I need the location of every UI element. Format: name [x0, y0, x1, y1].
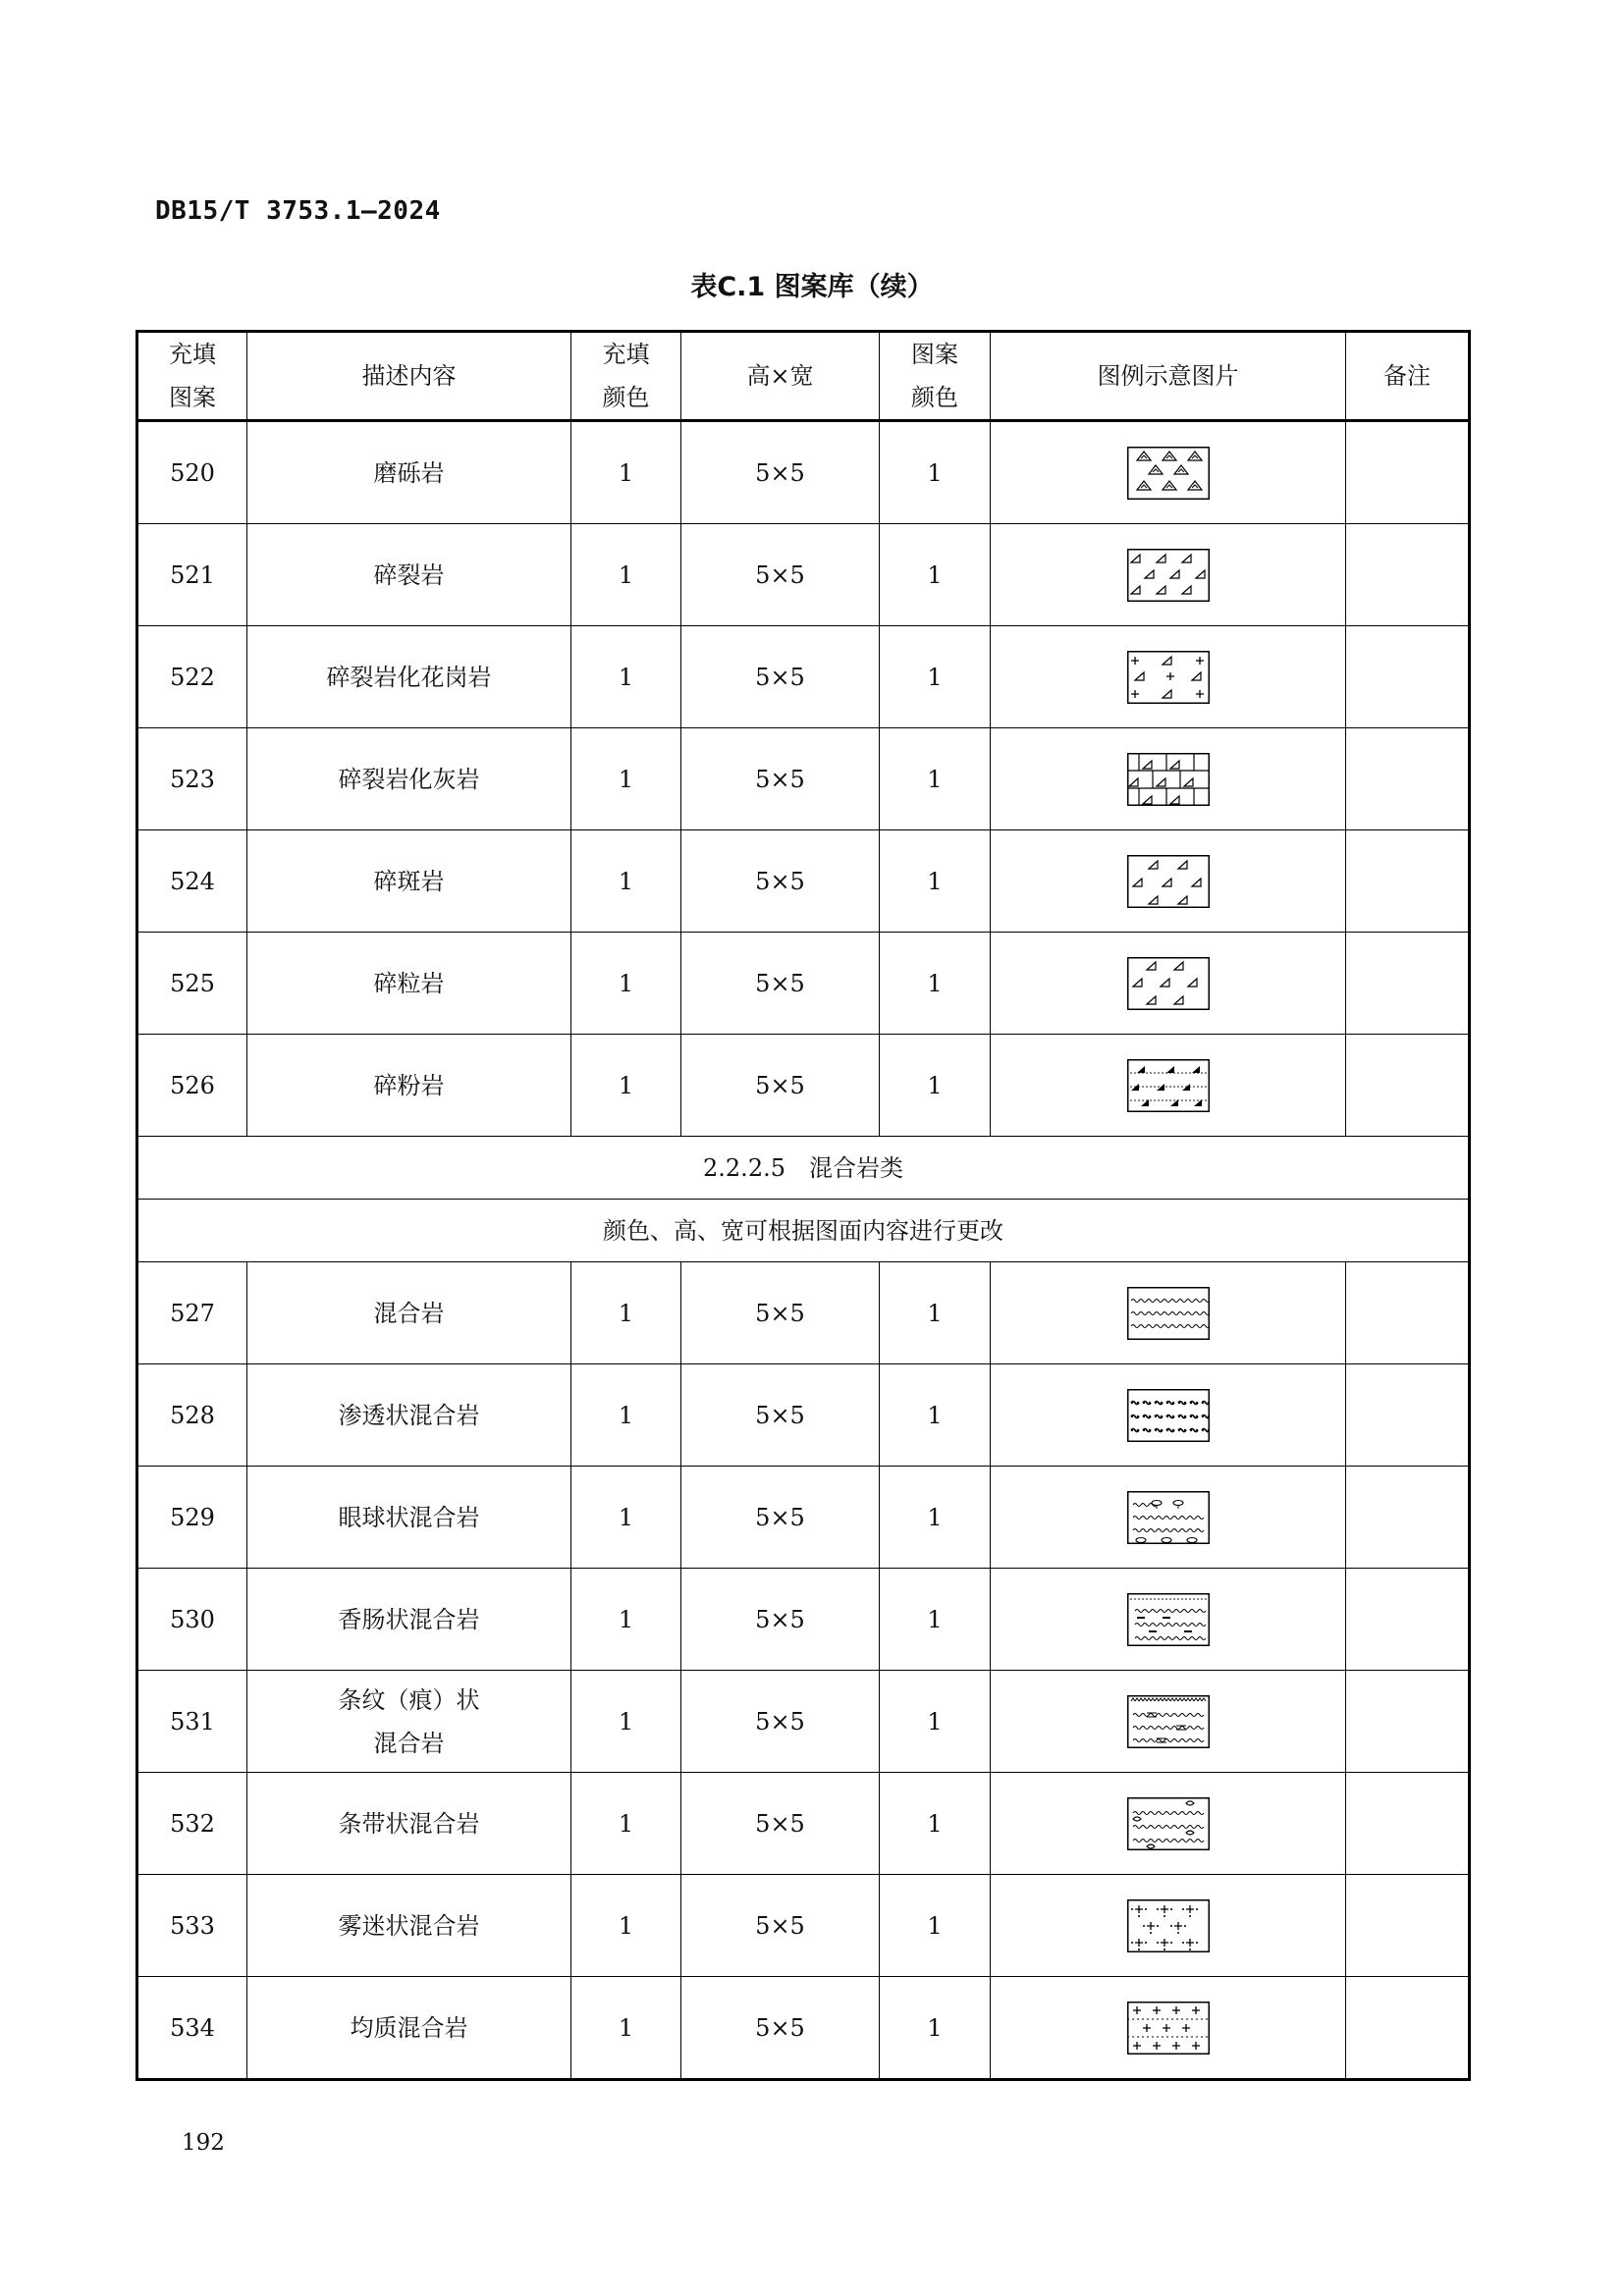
pattern-swatch-icon — [1127, 753, 1210, 806]
cell-legend-image — [991, 1875, 1346, 1977]
cell-legend-image — [991, 1035, 1346, 1137]
cell-fill-color: 1 — [571, 933, 681, 1035]
document-code: DB15/T 3753.1—2024 — [155, 196, 441, 226]
cell-pattern-id: 528 — [137, 1364, 247, 1467]
table-body-bottom — [137, 1262, 1470, 2080]
cell-description: 雾迷状混合岩 — [247, 1875, 571, 1977]
cell-legend-image — [991, 1467, 1346, 1569]
cell-remarks — [1346, 1364, 1470, 1467]
cell-legend-image — [991, 1569, 1346, 1671]
section-block — [137, 1137, 1470, 1262]
cell-description: 碎斑岩 — [247, 830, 571, 933]
table-header-row — [137, 332, 1470, 421]
cell-pattern-id: 524 — [137, 830, 247, 933]
cell-pattern-color: 1 — [880, 830, 991, 933]
pattern-swatch-icon — [1127, 1797, 1210, 1850]
table-row — [137, 1467, 1470, 1569]
cell-fill-color: 1 — [571, 421, 681, 524]
cell-fill-color: 1 — [571, 1977, 681, 2080]
pattern-swatch-icon — [1127, 549, 1210, 602]
section-note: 颜色、高、宽可根据图面内容进行更改 — [137, 1200, 1470, 1262]
cell-description: 条带状混合岩 — [247, 1773, 571, 1875]
pattern-swatch-icon — [1127, 1389, 1210, 1442]
cell-size: 5×5 — [681, 830, 880, 933]
cell-description: 眼球状混合岩 — [247, 1467, 571, 1569]
pattern-swatch-icon — [1127, 957, 1210, 1010]
section-heading-row — [137, 1137, 1470, 1200]
cell-size: 5×5 — [681, 421, 880, 524]
cell-description: 混合岩 — [247, 1262, 571, 1364]
cell-remarks — [1346, 728, 1470, 830]
table-row — [137, 1262, 1470, 1364]
cell-size: 5×5 — [681, 524, 880, 626]
cell-remarks — [1346, 524, 1470, 626]
table-row — [137, 1977, 1470, 2080]
cell-size: 5×5 — [681, 1467, 880, 1569]
cell-legend-image — [991, 1262, 1346, 1364]
cell-fill-color: 1 — [571, 1875, 681, 1977]
cell-fill-color: 1 — [571, 830, 681, 933]
cell-pattern-id: 521 — [137, 524, 247, 626]
cell-size: 5×5 — [681, 1364, 880, 1467]
cell-description: 渗透状混合岩 — [247, 1364, 571, 1467]
cell-pattern-id: 532 — [137, 1773, 247, 1875]
cell-description: 碎裂岩 — [247, 524, 571, 626]
cell-fill-color: 1 — [571, 1262, 681, 1364]
section-note-row — [137, 1200, 1470, 1262]
cell-description: 条纹（痕）状 混合岩 — [247, 1671, 571, 1773]
pattern-swatch-icon — [1127, 855, 1210, 908]
table-row — [137, 1671, 1470, 1773]
cell-legend-image — [991, 1773, 1346, 1875]
cell-pattern-id: 525 — [137, 933, 247, 1035]
section-heading: 2.2.2.5 混合岩类 — [137, 1137, 1470, 1200]
cell-remarks — [1346, 1875, 1470, 1977]
cell-description: 均质混合岩 — [247, 1977, 571, 2080]
cell-remarks — [1346, 830, 1470, 933]
cell-size: 5×5 — [681, 728, 880, 830]
cell-size: 5×5 — [681, 1569, 880, 1671]
header-fill-pattern: 充填 图案 — [137, 332, 247, 421]
cell-pattern-color: 1 — [880, 933, 991, 1035]
cell-description: 香肠状混合岩 — [247, 1569, 571, 1671]
cell-pattern-color: 1 — [880, 728, 991, 830]
table-row — [137, 1569, 1470, 1671]
table-row — [137, 524, 1470, 626]
table-row — [137, 830, 1470, 933]
table-row — [137, 1035, 1470, 1137]
cell-description: 碎裂岩化灰岩 — [247, 728, 571, 830]
cell-pattern-id: 526 — [137, 1035, 247, 1137]
cell-pattern-id: 523 — [137, 728, 247, 830]
cell-size: 5×5 — [681, 1875, 880, 1977]
header-remarks: 备注 — [1346, 332, 1470, 421]
cell-pattern-id: 520 — [137, 421, 247, 524]
cell-pattern-color: 1 — [880, 1671, 991, 1773]
cell-legend-image — [991, 524, 1346, 626]
cell-remarks — [1346, 1773, 1470, 1875]
cell-remarks — [1346, 1569, 1470, 1671]
pattern-swatch-icon — [1127, 1695, 1210, 1748]
table-row — [137, 1875, 1470, 1977]
cell-pattern-id: 527 — [137, 1262, 247, 1364]
cell-legend-image — [991, 1671, 1346, 1773]
cell-size: 5×5 — [681, 626, 880, 728]
cell-legend-image — [991, 1977, 1346, 2080]
cell-legend-image — [991, 626, 1346, 728]
cell-size: 5×5 — [681, 1262, 880, 1364]
cell-pattern-id: 529 — [137, 1467, 247, 1569]
cell-fill-color: 1 — [571, 1467, 681, 1569]
cell-fill-color: 1 — [571, 626, 681, 728]
cell-pattern-id: 534 — [137, 1977, 247, 2080]
cell-pattern-id: 530 — [137, 1569, 247, 1671]
header-description: 描述内容 — [247, 332, 571, 421]
cell-pattern-id: 522 — [137, 626, 247, 728]
cell-fill-color: 1 — [571, 1569, 681, 1671]
pattern-swatch-icon — [1127, 447, 1210, 500]
cell-pattern-color: 1 — [880, 1262, 991, 1364]
header-height-width: 高×宽 — [681, 332, 880, 421]
cell-pattern-id: 531 — [137, 1671, 247, 1773]
cell-fill-color: 1 — [571, 728, 681, 830]
cell-pattern-color: 1 — [880, 1035, 991, 1137]
cell-remarks — [1346, 1977, 1470, 2080]
cell-pattern-color: 1 — [880, 1875, 991, 1977]
cell-pattern-color: 1 — [880, 1364, 991, 1467]
table-row — [137, 421, 1470, 524]
table-row — [137, 1773, 1470, 1875]
pattern-swatch-icon — [1127, 1899, 1210, 1952]
cell-pattern-color: 1 — [880, 524, 991, 626]
table-row — [137, 1364, 1470, 1467]
cell-pattern-color: 1 — [880, 1569, 991, 1671]
cell-legend-image — [991, 1364, 1346, 1467]
table-row — [137, 728, 1470, 830]
pattern-swatch-icon — [1127, 1593, 1210, 1646]
cell-pattern-color: 1 — [880, 1773, 991, 1875]
cell-size: 5×5 — [681, 1671, 880, 1773]
table-row — [137, 626, 1470, 728]
cell-legend-image — [991, 421, 1346, 524]
cell-remarks — [1346, 1262, 1470, 1364]
cell-pattern-color: 1 — [880, 1977, 991, 2080]
cell-size: 5×5 — [681, 1977, 880, 2080]
cell-description: 碎粉岩 — [247, 1035, 571, 1137]
cell-fill-color: 1 — [571, 1773, 681, 1875]
pattern-swatch-icon — [1127, 1059, 1210, 1112]
cell-remarks — [1346, 1671, 1470, 1773]
cell-fill-color: 1 — [571, 1364, 681, 1467]
cell-pattern-id: 533 — [137, 1875, 247, 1977]
cell-remarks — [1346, 1035, 1470, 1137]
cell-pattern-color: 1 — [880, 626, 991, 728]
cell-legend-image — [991, 728, 1346, 830]
cell-remarks — [1346, 933, 1470, 1035]
cell-remarks — [1346, 421, 1470, 524]
cell-fill-color: 1 — [571, 1671, 681, 1773]
header-pattern-color: 图案 颜色 — [880, 332, 991, 421]
cell-legend-image — [991, 830, 1346, 933]
cell-remarks — [1346, 626, 1470, 728]
cell-fill-color: 1 — [571, 1035, 681, 1137]
pattern-library-table — [135, 330, 1471, 2081]
header-legend-image: 图例示意图片 — [991, 332, 1346, 421]
cell-size: 5×5 — [681, 1035, 880, 1137]
table-title: 表C.1 图案库（续） — [690, 272, 934, 302]
cell-pattern-color: 1 — [880, 421, 991, 524]
table-row — [137, 933, 1470, 1035]
page-number: 192 — [182, 2130, 225, 2156]
cell-legend-image — [991, 933, 1346, 1035]
cell-remarks — [1346, 1467, 1470, 1569]
cell-pattern-color: 1 — [880, 1467, 991, 1569]
cell-description: 磨砾岩 — [247, 421, 571, 524]
header-fill-color: 充填 颜色 — [571, 332, 681, 421]
cell-size: 5×5 — [681, 1773, 880, 1875]
cell-size: 5×5 — [681, 933, 880, 1035]
pattern-swatch-icon — [1127, 2002, 1210, 2055]
table-body-top — [137, 421, 1470, 1137]
pattern-swatch-icon — [1127, 1287, 1210, 1340]
pattern-swatch-icon — [1127, 1491, 1210, 1544]
cell-fill-color: 1 — [571, 524, 681, 626]
cell-description: 碎裂岩化花岗岩 — [247, 626, 571, 728]
cell-description: 碎粒岩 — [247, 933, 571, 1035]
pattern-swatch-icon — [1127, 651, 1210, 704]
